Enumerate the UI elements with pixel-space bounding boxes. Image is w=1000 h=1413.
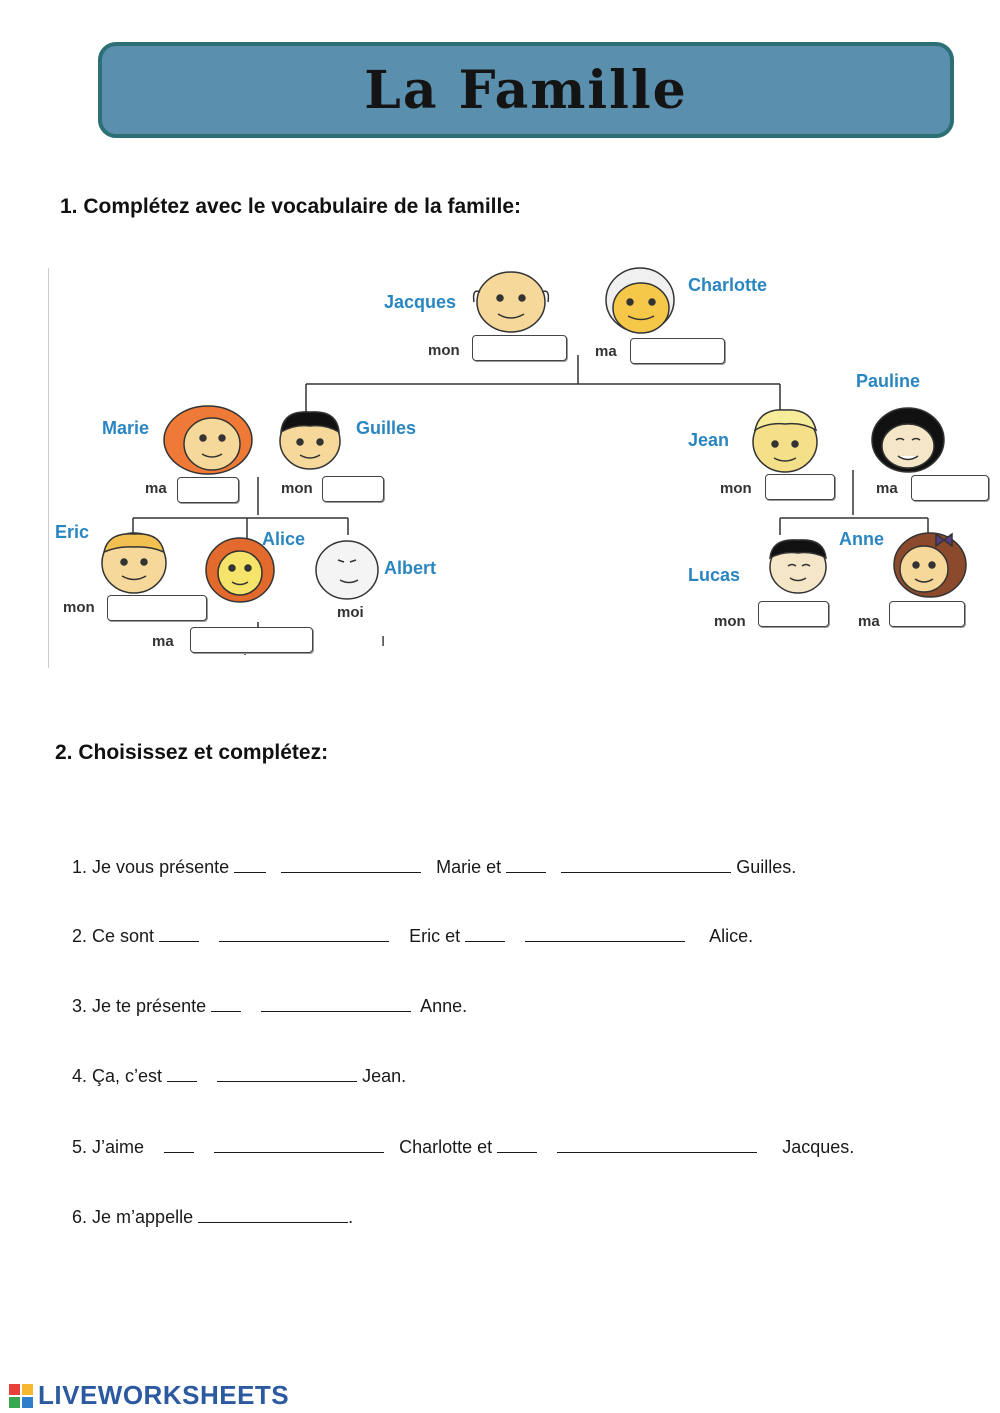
- answer-box-lucas[interactable]: [758, 601, 829, 627]
- label-mon-jacques: mon: [428, 342, 460, 359]
- name-albert: Albert: [384, 558, 437, 578]
- face-lucas: [770, 540, 826, 593]
- brand-name: LIVEWORKSHEETS: [38, 1380, 290, 1410]
- blank-word[interactable]: [217, 1065, 357, 1082]
- sentence-2: 2. Ce sont Eric et Alice.: [72, 926, 754, 946]
- label-moi-albert: moi: [337, 604, 364, 621]
- sentence-5: 5. J’aime Charlotte et Jacques.: [72, 1137, 855, 1157]
- sentence-3: 3. Je te présente Anne.: [72, 996, 468, 1016]
- blank-possessive[interactable]: [465, 925, 505, 942]
- answer-box-anne[interactable]: [889, 601, 965, 627]
- sentence-1: 1. Je vous présente Marie et Guilles.: [72, 857, 797, 877]
- name-anne: Anne: [839, 529, 884, 549]
- answer-box-jean[interactable]: [765, 474, 835, 500]
- answer-box-marie[interactable]: [177, 477, 239, 503]
- answer-box-guilles[interactable]: [322, 476, 384, 502]
- name-guilles: Guilles: [356, 418, 417, 438]
- blank-possessive[interactable]: [211, 995, 241, 1012]
- blank-word[interactable]: [525, 925, 685, 942]
- name-jacques: Jacques: [384, 292, 457, 312]
- label-mon-eric: mon: [63, 599, 95, 616]
- label-mon-lucas: mon: [714, 613, 746, 630]
- name-jean: Jean: [688, 430, 730, 450]
- answer-box-eric[interactable]: [107, 595, 207, 621]
- blank-possessive[interactable]: [234, 856, 266, 873]
- sentence-6: 6. Je m’appelle .: [72, 1207, 354, 1227]
- section-1-heading: 1. Complétez avec le vocabulaire de la famille:: [60, 195, 522, 218]
- page-title: La Famille: [364, 59, 688, 121]
- answer-box-pauline[interactable]: [911, 475, 989, 501]
- answer-box-jacques[interactable]: [472, 335, 567, 361]
- name-alice: Alice: [262, 529, 306, 549]
- face-anne: [894, 533, 966, 597]
- name-lucas: Lucas: [688, 565, 741, 585]
- label-mon-guilles: mon: [281, 480, 313, 497]
- blank-word[interactable]: [561, 856, 731, 873]
- answer-box-alice[interactable]: [190, 627, 313, 653]
- blank-possessive[interactable]: [159, 925, 199, 942]
- blank-possessive[interactable]: [497, 1136, 537, 1153]
- liveworksheets-logo-icon: [8, 1383, 34, 1409]
- name-pauline: Pauline: [856, 371, 921, 391]
- blank-word[interactable]: [261, 995, 411, 1012]
- label-ma-marie: ma: [145, 480, 167, 497]
- name-marie: Marie: [102, 418, 150, 438]
- blank-word[interactable]: [214, 1136, 384, 1153]
- face-charlotte: [606, 268, 674, 333]
- section-2-heading: 2. Choisissez et complétez:: [55, 741, 329, 764]
- face-guilles: [280, 412, 340, 469]
- blank-possessive[interactable]: [164, 1136, 194, 1153]
- label-ma-pauline: ma: [876, 480, 898, 497]
- label-ma-charlotte: ma: [595, 343, 617, 360]
- label-ma-alice: ma: [152, 633, 174, 650]
- name-charlotte: Charlotte: [688, 275, 768, 295]
- blank-word[interactable]: [219, 925, 389, 942]
- sentence-4: 4. Ça, c’est Jean.: [72, 1066, 407, 1086]
- blank-word[interactable]: [281, 856, 421, 873]
- face-pauline: [872, 408, 944, 472]
- face-marie: [164, 406, 252, 474]
- face-jean: [753, 410, 817, 472]
- label-ma-anne: ma: [858, 613, 880, 630]
- blank-word[interactable]: [557, 1136, 757, 1153]
- name-eric: Eric: [55, 522, 90, 542]
- family-tree: [0, 0, 1000, 700]
- label-mon-jean: mon: [720, 480, 752, 497]
- answer-box-charlotte[interactable]: [630, 338, 725, 364]
- footer-brand: [8, 1380, 289, 1411]
- tick-mark: I: [381, 633, 386, 650]
- blank-possessive[interactable]: [506, 856, 546, 873]
- blank-possessive[interactable]: [167, 1065, 197, 1082]
- face-albert: [316, 541, 378, 599]
- face-eric: [102, 533, 166, 593]
- face-jacques: [474, 272, 549, 332]
- blank-name[interactable]: [198, 1206, 348, 1223]
